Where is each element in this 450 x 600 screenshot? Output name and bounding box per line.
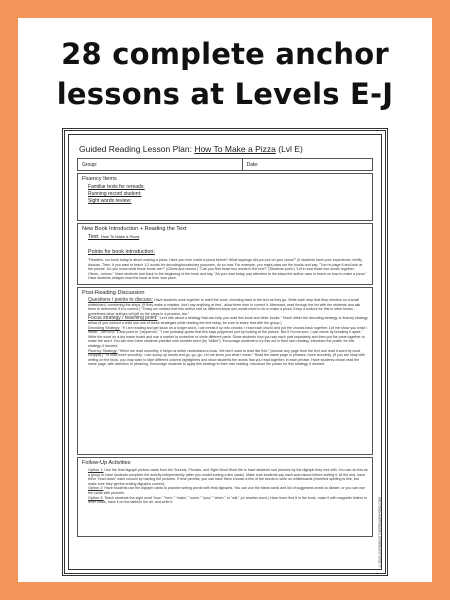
option-1-label: Option 1: bbox=[88, 467, 104, 472]
date-field: Date: bbox=[246, 162, 259, 168]
option-2 bbox=[88, 486, 368, 495]
decoding-body: "If I am reading and get stuck on a longer word, I can break it up into chunks. I read each chunk and put the chunks back together. Let me show you what I mean." Turn to p. 4 and point to "pepperoni." "I can probably guess that this says pepperoni just by looking at the picture. But if I'm not sure, I can check by breaking it apart." Write the word on a dry erase board and use a marker to underline or circle different parts. Show students how you say each part separately and then put the parts together to make the word. You can then have students practice with another word (try "skillet"). Encourage students to try this out in their own reading. Introduce the poster for this strategy, if desired. bbox=[88, 325, 367, 348]
fluency-strategy-label: Fluency Strategy: bbox=[88, 348, 118, 353]
points-body: "Readers, our book today is about making a pizza. Have you ever made a pizza before? What toppings did you put on your pizza?" (If students have prior experience, briefly discuss. Then, if you want to teach 1-2 words for decoding/vocabulary purposes, do so now. For example, you might pass out the books and say, "Turn to page 6 and look at the picture. Do you know what those foods are?" (Olives and onions.) "Can you find those two words in the text?" (Students point.) "Let's read those two words together. Olives...onions." Have students turn back to the beginning of the book and say, "As you read today, pay attention to the steps the author uses to teach us how to make a pizza." Have students whisper read the book at their own pace. bbox=[88, 258, 367, 281]
option-2-label: Option 2: bbox=[88, 486, 104, 491]
post-reading-heading: Post-Reading Discussion bbox=[82, 289, 145, 296]
option-2-body: Have students use the digraph cards to practice writing words with final digraphs. You can use the blank cards and list of suggested words to dictate, or you can use the cards with pictures. bbox=[88, 486, 365, 495]
focus-body: "Let's talk about a strategy that can help you read this book and other books." Teach either the decoding strategy or fluency strategy below (if you noticed a child use one of these strategies while reading the text today, be sure to share that with the group.) bbox=[88, 316, 368, 325]
text-row bbox=[88, 234, 368, 240]
option-1-body: Use the final digraph picture cards from the Sounds, Phonics, and Sight Word Work file to have students sort pictures by the digraph they end with. You can do this as a group or have students complete the activity independently (after you model sorting a few cards). Make sure students say each word aloud before sorting it. At the end, have them "read down" each column by naming the pictures. If time permits, you can have them choose a few of the words to write on whiteboards (invented spelling is fine, but make sure they get the ending digraphs correct). bbox=[88, 467, 368, 486]
lesson-plan-sheet bbox=[62, 128, 388, 576]
focus-label: Focus strategy / teaching point: bbox=[88, 315, 158, 322]
fluency-item: Running record student: bbox=[88, 191, 142, 197]
fluency-item: Familiar texts for rereads: bbox=[88, 184, 145, 190]
headline-line-2: lessons at Levels E-J bbox=[56, 77, 394, 111]
text-title: How To Make a Pizza bbox=[100, 234, 140, 239]
text-label: Text: bbox=[88, 234, 100, 240]
decoding-label: Decoding Strategy: bbox=[88, 325, 121, 330]
group-date-row bbox=[77, 158, 373, 171]
headline bbox=[18, 34, 432, 114]
follow-up-section bbox=[77, 457, 373, 537]
questions-label: Questions / points to discuss: bbox=[88, 296, 154, 303]
headline-line-1: 28 complete anchor bbox=[61, 37, 389, 71]
option-1 bbox=[88, 468, 368, 486]
new-book-heading: New Book Introduction + Reading the Text bbox=[82, 226, 187, 232]
questions-paragraph bbox=[88, 298, 368, 316]
focus-paragraph bbox=[88, 316, 368, 325]
fluency-strategy-body: "When we read smoothly, it helps us better understand a book. We don't want to read like this:" (choose any page from the text and read it word by word, choppily.) "To read more smoothly, I can scoop up words and go, go, go. Let me show you what I mean." Read the same page in phrases, more smoothly. (If you are okay with writing on the book, you may want to take different colored highlighters and show students the words that you read together, in each phrase. Have students choral read the same page, with attention to phrasing. Encourage students to apply this strategy to their own reading. Introduce the poster for this strategy, if desired. bbox=[88, 348, 366, 367]
points-label: Points for book introduction: bbox=[88, 249, 155, 255]
option-3-label: Option 3: bbox=[88, 495, 104, 500]
copyright-notice: ©2016 LEARNINGATTHEPRIMARYPOND.COM bbox=[378, 496, 382, 567]
option-3 bbox=[88, 496, 368, 505]
post-reading-section bbox=[77, 287, 373, 455]
decoding-paragraph bbox=[88, 326, 368, 349]
new-book-section bbox=[77, 223, 373, 285]
fluency-items-section bbox=[77, 173, 373, 221]
fluency-heading: Fluency Items bbox=[82, 176, 117, 182]
plan-title-level: (Lvl E) bbox=[275, 144, 303, 154]
fluency-item: Sight words review: bbox=[88, 198, 132, 204]
fluency-strategy-paragraph bbox=[88, 349, 368, 367]
plan-title-book: How To Make a Pizza bbox=[194, 144, 276, 154]
option-3-body: Teach students the sight word "how." "here," "make," "some," "your," "when," or "will," (or another word.) Have them find it in the book, make it with magnetic letters or letter cards, trace it on the table/in the air, and write it. bbox=[88, 495, 368, 505]
plan-title-prefix: Guided Reading Lesson Plan: bbox=[79, 144, 195, 154]
group-field: Group: bbox=[78, 159, 243, 170]
questions-body: Have students work together to retell the book, checking back in the text as they go. Write each step that they mention on a small whiteboard, numbering the steps. (If they make a mistake, don't say anything at first - allow them time to correct it. Afterward, read through the list with the students and ask them to determine if it is correct.) "Today we noticed that this author told us different steps you would need to do to make a pizza. Keep a lookout for this in other books - sometimes other authors will tell us the steps in a process, too." bbox=[88, 297, 361, 316]
follow-up-heading: Follow-Up Activities bbox=[82, 459, 131, 466]
plan-title bbox=[79, 144, 373, 154]
